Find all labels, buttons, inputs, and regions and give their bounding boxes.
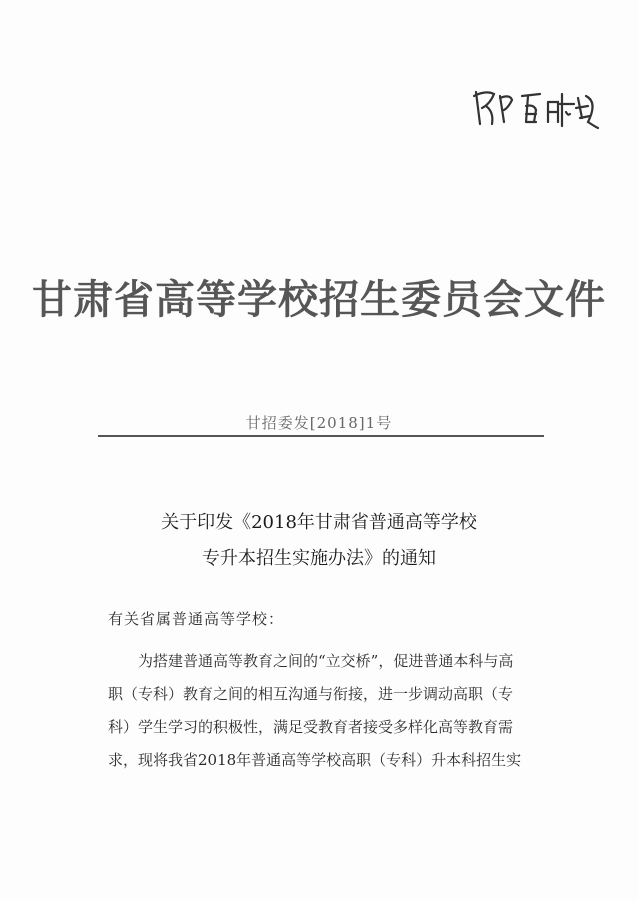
body-line: 为搭建普通高等教育之间的“立交桥”，促进普通本科与高 [138, 652, 514, 670]
document-number: 甘招委发[2018]1号 [245, 414, 393, 432]
subject-line-2: 专升本招生实施办法》的通知 [202, 548, 436, 569]
body-line: 求，现将我省2018年普通高等学校高职（专科）升本科招生实 [108, 751, 522, 769]
recipient-salutation: 有关省属普通高等学校： [108, 610, 285, 628]
notice-subject [0, 505, 638, 577]
body-line: 科）学生学习的积极性，满足受教育者接受多样化高等教育需 [108, 718, 514, 736]
header-divider [98, 435, 544, 438]
handwritten-signature [470, 82, 600, 134]
document-header-title: 甘肃省高等学校招生委员会文件 [32, 276, 606, 323]
body-line: 职（专科）教育之间的相互沟通与衔接，进一步调动高职（专 [108, 685, 514, 703]
body-paragraph [108, 645, 552, 777]
subject-line-1: 关于印发《2018年甘肃省普通高等学校 [161, 512, 477, 533]
